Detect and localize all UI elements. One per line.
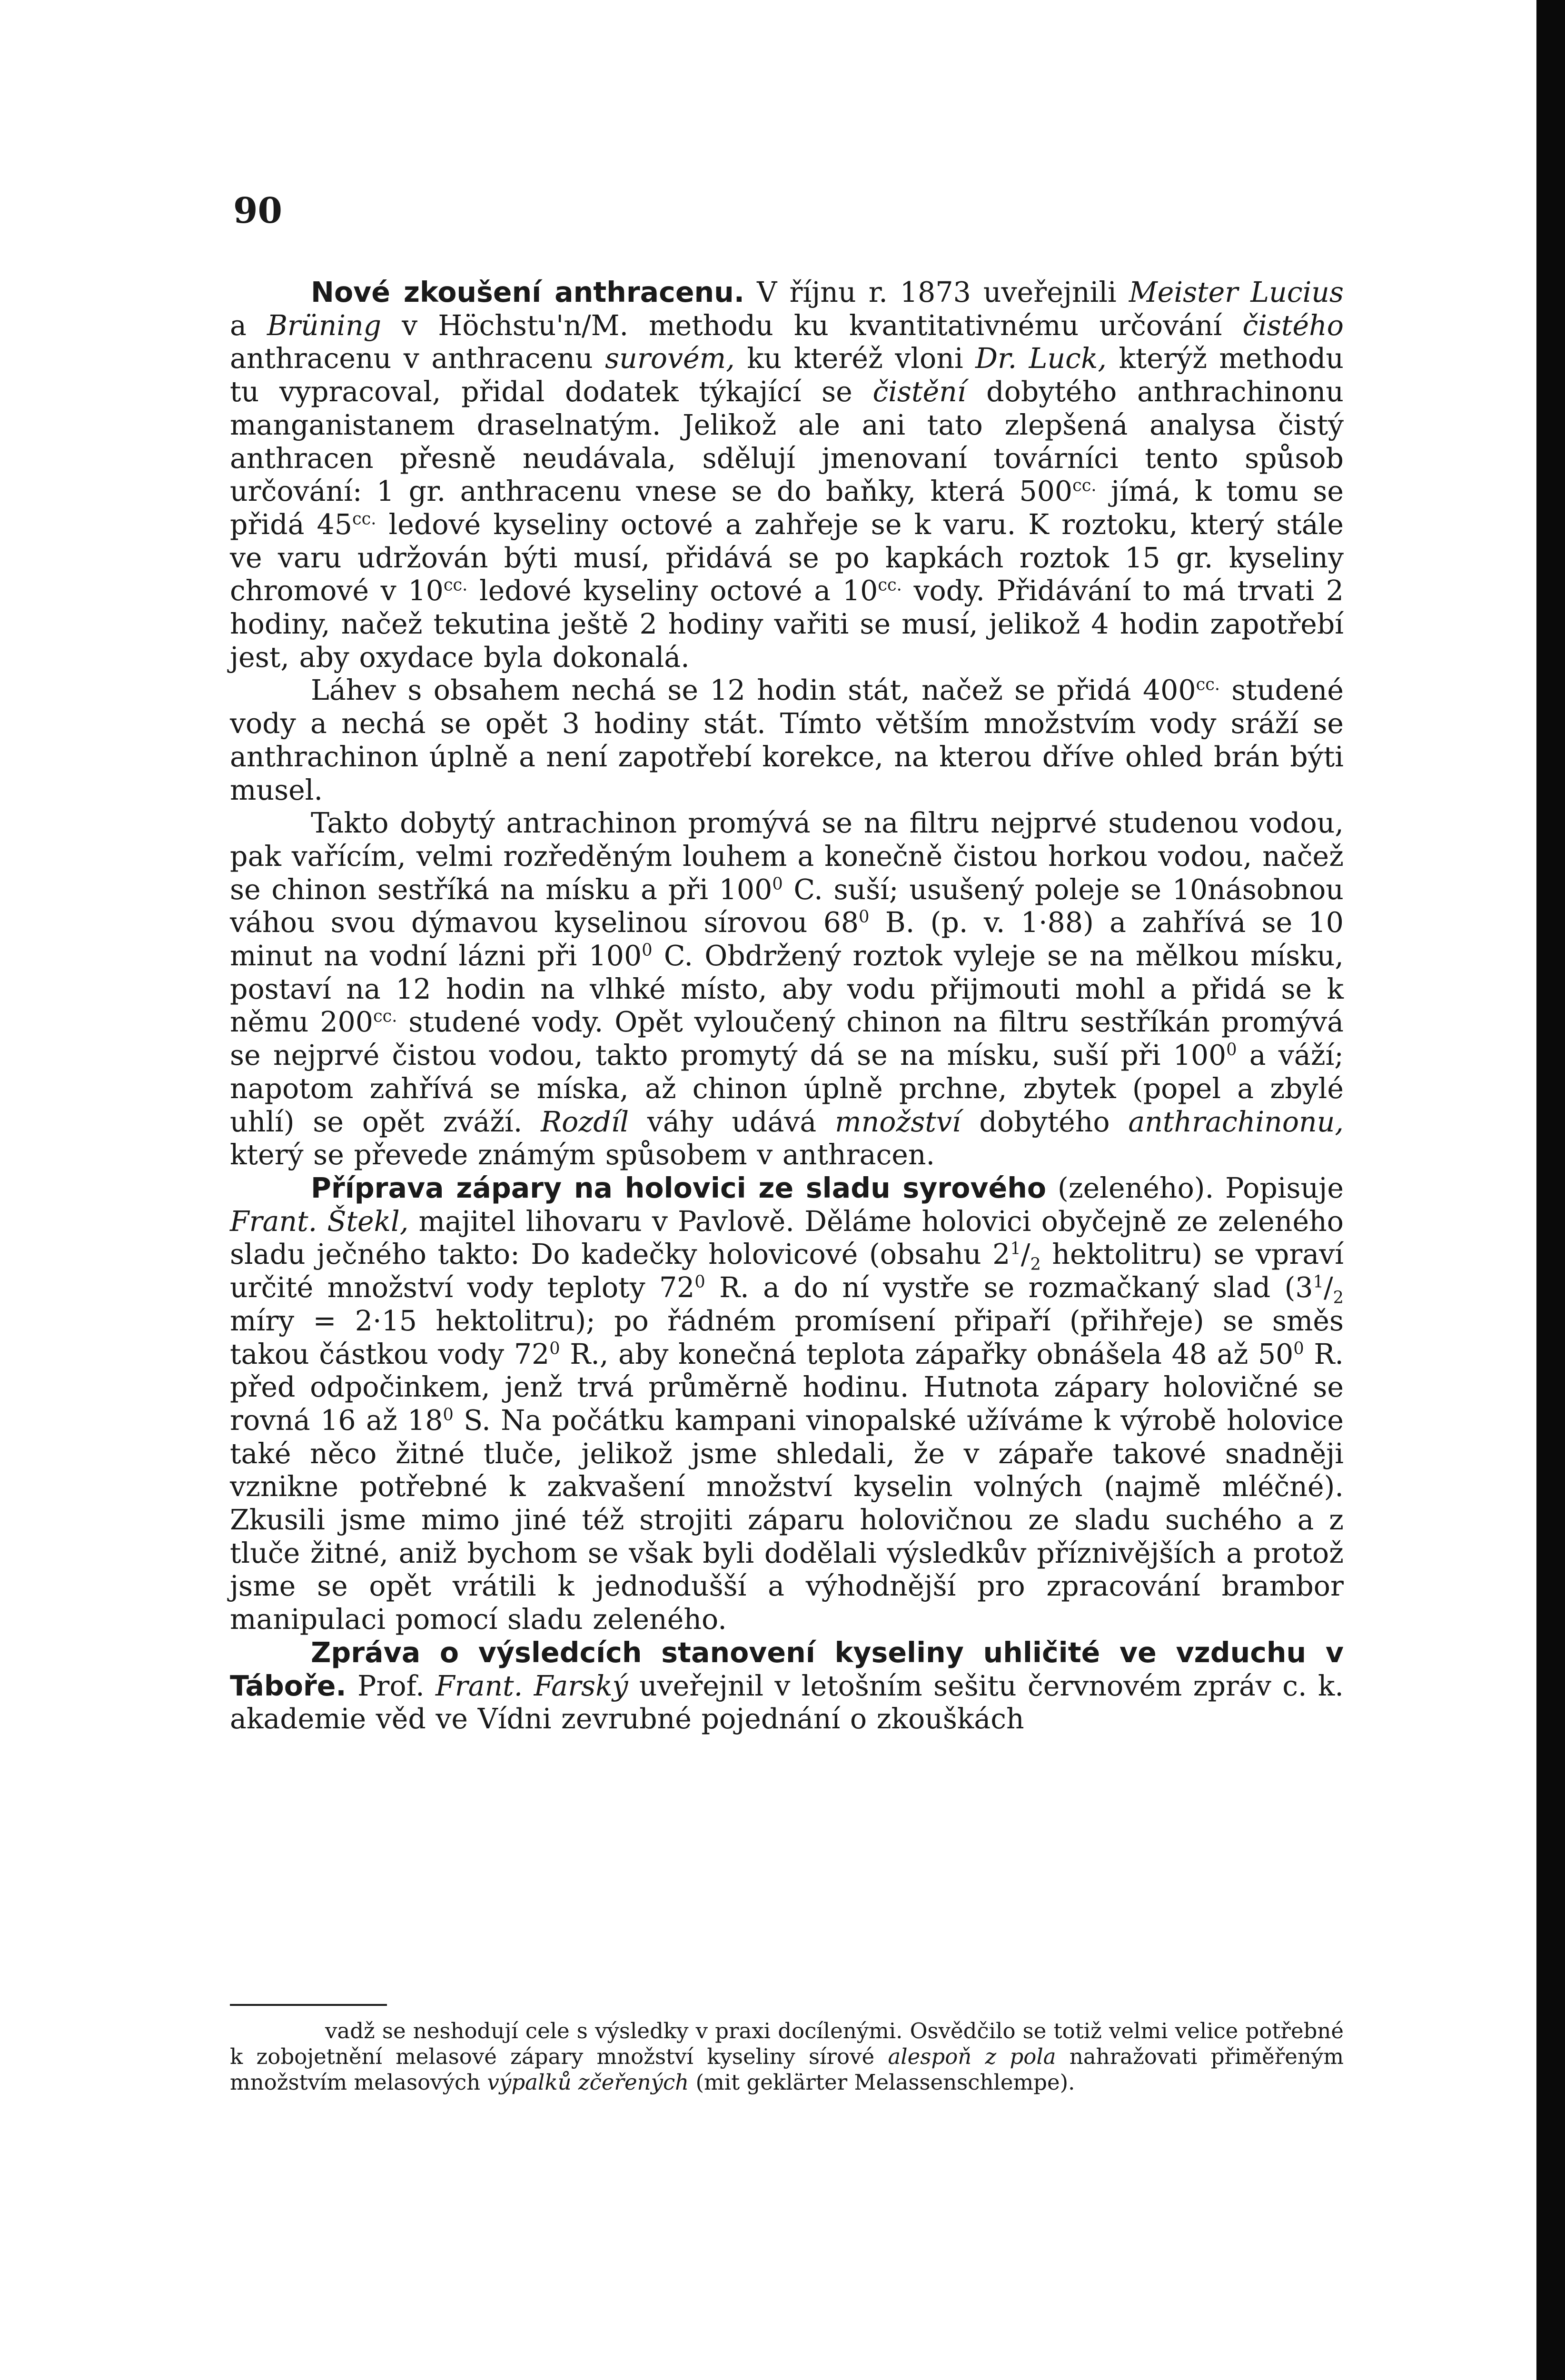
superscript-unit: cc. <box>1196 674 1220 694</box>
text-run: jímá, k tomu se přidá 45 <box>230 475 1344 541</box>
superscript-unit: cc. <box>373 1006 397 1026</box>
text-run: který se převede známým spůsobem v anthracen. <box>230 1139 935 1171</box>
text-run: hektolitru) se vpraví určité množství vody teploty 72 <box>230 1238 1344 1304</box>
superscript-degree: 0 <box>642 940 653 960</box>
text-run: studené vody a nechá se opět 3 hodiny stát. Tímto větším množstvím vody sráží se anthrachinon úplně a není zapotřebí korekce, na kterou dříve ohled brán býti musel. <box>230 674 1344 806</box>
italic-run: anthrachinonu, <box>1128 1105 1344 1138</box>
fraction-slash: / <box>1020 1238 1030 1271</box>
superscript-degree: 0 <box>772 874 783 894</box>
paragraph-mash-preparation <box>230 1172 1344 1636</box>
italic-run: Meister Lucius <box>1129 276 1344 308</box>
fraction-numerator: 1 <box>1313 1272 1324 1292</box>
text-run: a <box>230 309 267 342</box>
italic-run: výpalků zčeřených <box>487 2070 689 2095</box>
italic-run: Frant. Farský <box>436 1669 628 1702</box>
text-run: C. suší; usušený poleje se 10násobnou váhou svou dýmavou kyselinou sírovou 68 <box>230 873 1344 939</box>
page-number: 90 <box>233 190 282 231</box>
text-run: vadž se neshodují cele s výsledky v praxi docílenými. Osvědčilo se totiž velmi velice potřebné k zobojetnění melasové zápary množství kyseliny sírové <box>230 2018 1344 2069</box>
text-run: váhy udává <box>629 1105 835 1138</box>
section-heading-mash: Příprava zápary na holovici ze sladu syrového <box>311 1171 1047 1204</box>
italic-run: množství <box>835 1105 961 1138</box>
italic-run: Dr. Luck, <box>975 342 1107 375</box>
fraction-numerator: 1 <box>1010 1239 1021 1259</box>
italic-run: Brüning <box>267 309 382 342</box>
paragraph-anthraquinone <box>230 807 1344 1172</box>
text-run: ledové kyseliny octové a 10 <box>467 575 878 607</box>
text-run: Takto dobytý antrachinon promývá se na filtru nejprvé studenou vodou, pak vařícím, velmi rozředěným louhem a konečně čistou horkou vodou, načež se chinon sestříká na mísku a při 100 <box>230 807 1344 906</box>
text-run: R. a do ní vystře se rozmačkaný slad (3 <box>705 1271 1313 1304</box>
text-run: S. Na počátku kampani vinopalské užíváme k výrobě holovice také něco žitné tluče, jelikož jsme shledali, že v zápaře takové snadněji vznikne potřebné k zakvašení množství kyselin volných (najmě mléčné). Zkusili jsme mimo jiné též strojiti záparu holovičnou ze sladu suchého a z tluče žitné, aniž bychom se však byli dodělali výsledkův příznivějších a protož jsme se opět vrátili k jednodušší a výhodnější pro zpracování brambor manipulaci pomocí sladu zeleného. <box>230 1404 1344 1636</box>
italic-run: alespoň z pola <box>888 2044 1056 2069</box>
paragraph-bottle <box>230 674 1344 807</box>
text-run: V říjnu r. 1873 uveřejnili <box>744 276 1129 308</box>
text-run: Prof. <box>346 1669 436 1702</box>
text-run: Láhev s obsahem nechá se 12 hodin stát, načež se přidá 400 <box>311 674 1196 707</box>
superscript-unit: cc. <box>878 575 902 595</box>
text-run: dobytého anthrachinonu manganistanem draselnatým. Jelikož ale ani tato zlepšená analysa čistý anthracen přesně neudávala, sdělují jmenovaní továrníci tento spůsob určování: 1 gr. anthracenu vnese se do baňky, která 500 <box>230 376 1344 508</box>
superscript-degree: 0 <box>859 907 870 927</box>
text-run: v Höchstu'n/M. methodu ku kvantitativnému určování <box>381 309 1243 342</box>
superscript-degree: 0 <box>443 1405 454 1425</box>
text-run: uveřejnil v letošním sešitu červnovém zpráv c. k. akademie věd ve Vídni zevrubné pojednání o zkouškách <box>230 1669 1344 1735</box>
text-run: míry = 2·15 hektolitru); po řádném promísení připaří (přihřeje) se směs takou částkou vody 72 <box>230 1304 1344 1370</box>
text-run: C. Obdržený roztok vyleje se na mělkou mísku, postaví na 12 hodin na vlhké místo, aby vodu přijmouti mohl a přidá se k němu 200 <box>230 940 1344 1039</box>
text-run: kterýž methodu tu vypracoval, přidal dodatek týkající se <box>230 342 1344 408</box>
superscript-degree: 0 <box>549 1339 560 1358</box>
footnote-divider <box>230 2004 387 2006</box>
text-run: dobytého <box>961 1105 1129 1138</box>
fraction-denominator: 2 <box>1333 1288 1344 1308</box>
scan-border-edge <box>1536 0 1565 2380</box>
superscript-degree: 0 <box>694 1272 705 1292</box>
text-run: R. před odpočinkem, jenž trvá průměrně hodinu. Hutnota zápary holovičné se rovná 16 až 18 <box>230 1338 1344 1437</box>
text-run: ledové kyseliny octové a zahřeje se k varu. K roztoku, který stále ve varu udržován býti musí, přidává se po kapkách roztok 15 gr. kyseliny chromové v 10 <box>230 508 1344 607</box>
text-run: nahražovati přiměřeným množstvím melasových <box>230 2044 1344 2095</box>
italic-run: Rozdíl <box>541 1105 629 1138</box>
superscript-unit: cc. <box>443 575 468 595</box>
footnote <box>230 2018 1344 2095</box>
superscript-degree: 0 <box>1293 1339 1304 1358</box>
superscript-degree: 0 <box>1226 1040 1237 1060</box>
text-run: B. (p. v. 1·88) a zahřívá se 10 minut na vodní lázni při 100 <box>230 906 1344 972</box>
italic-run: čistění <box>872 376 966 408</box>
section-heading-carbon-dioxide: Zpráva o výsledcích stanovení kyseliny uhličité ve vzduchu v Táboře. <box>230 1636 1344 1702</box>
text-run: anthracenu v anthracenu <box>230 342 605 375</box>
text-run: (mit geklärter Melassenschlempe). <box>689 2070 1075 2095</box>
italic-run: surovém, <box>605 342 735 375</box>
text-run: a váží; napotom zahřívá se míska, až chinon úplně prchne, zbytek (popel a zbylé uhlí) se opět zváží. <box>230 1039 1344 1138</box>
footnote-paragraph <box>230 2018 1344 2095</box>
fraction-slash: / <box>1323 1271 1333 1304</box>
text-run: R., aby konečná teplota zápařky obnášela 48 až 50 <box>560 1338 1294 1370</box>
superscript-unit: cc. <box>352 509 376 529</box>
text-run: (zeleného). Popisuje <box>1046 1171 1344 1204</box>
text-run: vody. Přidávání to má trvati 2 hodiny, načež tekutina ještě 2 hodiny vařiti se musí, jelikož 4 hodin zapotřebí jest, aby oxydace byla dokonalá. <box>230 575 1344 674</box>
italic-run: čistého <box>1242 309 1344 342</box>
text-run: ku kteréž vloni <box>734 342 976 375</box>
superscript-unit: cc. <box>1072 476 1097 496</box>
fraction-denominator: 2 <box>1030 1255 1041 1275</box>
text-run: studené vody. Opět vyloučený chinon na filtru sestříkán promývá se nejprvé čistou vodou, takto promytý dá se na mísku, suší při 100 <box>230 1006 1344 1072</box>
paragraph-carbon-dioxide <box>230 1636 1344 1736</box>
text-run: majitel lihovaru v Pavlově. Děláme holovici obyčejně ze zeleného sladu ječného takto: Do kadečky holovicové (obsahu 2 <box>230 1205 1344 1271</box>
main-text <box>230 276 1344 1736</box>
section-heading-anthracene: Nové zkoušení anthracenu. <box>311 276 745 308</box>
italic-run: Frant. Štekl, <box>230 1205 409 1238</box>
paragraph-anthracene-testing <box>230 276 1344 674</box>
